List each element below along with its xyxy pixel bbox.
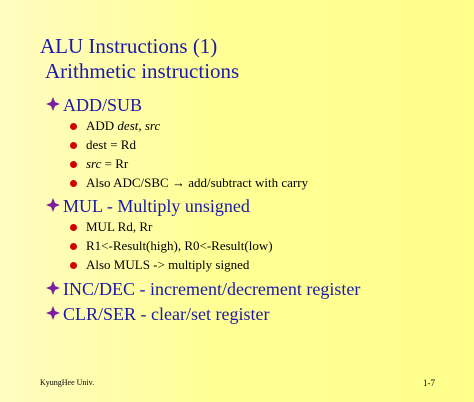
arrow-icon: →	[171, 175, 185, 190]
list-item	[70, 118, 160, 134]
red-dot-bullet-icon	[70, 123, 77, 130]
section-heading: ADD/SUB	[63, 95, 143, 115]
red-dot-bullet-icon	[70, 224, 77, 231]
item-text: = Rr	[104, 156, 129, 171]
footer-affiliation: KyungHee Univ.	[40, 378, 95, 387]
item-text: R1<-Result(high), R0<-Result(low)	[86, 238, 273, 253]
section-mul	[46, 196, 250, 217]
item-text: dest = Rd	[86, 137, 136, 152]
section-add-sub	[46, 95, 142, 116]
slide-title	[40, 34, 239, 84]
item-text: add/subtract with carry	[188, 175, 309, 190]
list-item	[70, 219, 152, 235]
diamond-bullet-icon	[46, 196, 60, 217]
page-number: 1-7	[423, 378, 435, 388]
list-item	[70, 137, 136, 153]
list-item	[70, 156, 128, 172]
section-heading: CLR/SER - clear/set register	[63, 304, 270, 324]
title-line-1: ALU Instructions (1)	[40, 34, 218, 58]
item-text: MUL Rd, Rr	[86, 219, 153, 234]
list-item	[70, 175, 308, 191]
section-clr-ser	[46, 304, 269, 325]
section-heading: MUL - Multiply unsigned	[63, 196, 250, 216]
title-line-2: Arithmetic instructions	[45, 59, 240, 83]
red-dot-bullet-icon	[70, 142, 77, 149]
diamond-bullet-icon	[46, 279, 60, 300]
item-text: Also MULS -> multiply signed	[86, 257, 250, 272]
diamond-bullet-icon	[46, 95, 60, 116]
diamond-bullet-icon	[46, 304, 60, 325]
red-dot-bullet-icon	[70, 243, 77, 250]
section-heading: INC/DEC - increment/decrement register	[63, 279, 361, 299]
item-text-italic: dest, src	[117, 118, 161, 133]
red-dot-bullet-icon	[70, 161, 77, 168]
red-dot-bullet-icon	[70, 262, 77, 269]
list-item	[70, 238, 273, 254]
section-inc-dec	[46, 279, 360, 300]
list-item	[70, 257, 249, 273]
item-text-italic: src	[86, 156, 102, 171]
item-text: ADD	[86, 118, 115, 133]
red-dot-bullet-icon	[70, 180, 77, 187]
item-text: Also ADC/SBC	[86, 175, 169, 190]
